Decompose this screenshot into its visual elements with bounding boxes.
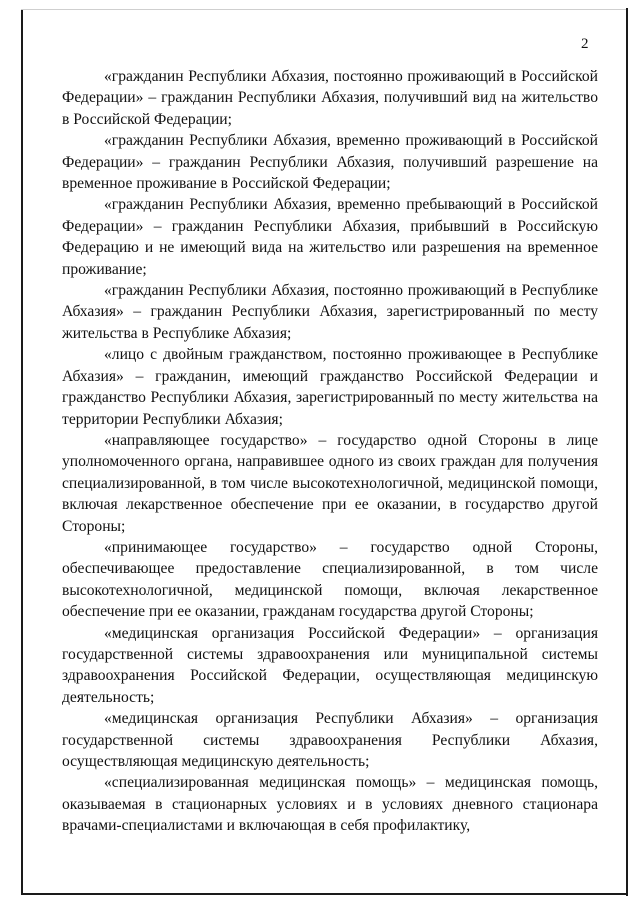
document-body [62, 66, 598, 837]
definition-paragraph: «медицинская организация Республики Абхазия» – организация государственной системы здравоохранения Республики Абхазия, осуществляющая медицинскую деятельность; [62, 710, 598, 770]
definition-paragraph: «гражданин Республики Абхазия, временно проживающий в Российской Федерации» – гражданин Республики Абхазия, получивший разрешение на временное проживание в Российской Федерации; [62, 132, 598, 193]
definition-paragraph: «гражданин Республики Абхазия, временно пребывающий в Российской Федерации» – гражданин Республики Абхазия, прибывший в Российскую Федерацию и не имеющий вида на жительство или разрешения на временное проживание; [62, 196, 598, 278]
definition-paragraph: «гражданин Республики Абхазия, постоянно проживающий в Республике Абхазия» – гражданин Республики Абхазия, зарегистрированный по месту жительства в Республике Абхазия; [62, 282, 598, 342]
definition-paragraph: «направляющее государство» – государство одной Стороны в лице уполномоченного органа, направившее одного из своих граждан для получения специализированной, в том числе высокотехнологичной, медицинской помощи, включая лекарственное обеспечение при ее оказании, в государство другой Стороны; [62, 431, 598, 535]
scan-border-right [626, 8, 628, 896]
definition-paragraph: «специализированная медицинская помощь» – медицинская помощь, оказываемая в стационарных условиях и в условиях дневного стационара врачами-специалистами и включающая в себя профилактику, [62, 774, 598, 835]
scan-border-top [21, 9, 628, 10]
definition-paragraph: «медицинская организация Российской Федерации» – организация государственной системы здравоохранения или муниципальной системы здравоохранения Российской Федерации, осуществляющая медицинскую деятельность; [62, 624, 598, 706]
page-number: 2 [581, 36, 589, 52]
definition-paragraph: «лицо с двойным гражданством, постоянно проживающее в Республике Абхазия» – гражданин, имеющий гражданство Российской Федерации и гражданство Республики Абхазия, зарегистрированный по месту жительства на территории Республики Абхазия; [62, 346, 598, 428]
scan-border-left [21, 10, 23, 895]
definition-paragraph: «гражданин Республики Абхазия, постоянно проживающий в Российской Федерации» – гражданин Республики Абхазия, получивший вид на жительство в Российской Федерации; [62, 68, 598, 128]
scan-border-bottom [21, 893, 628, 895]
definition-paragraph: «принимающее государство» – государство одной Стороны, обеспечивающее предоставление специализированной, в том числе высокотехнологичной, медицинской помощи, включая лекарственное обеспечение при ее оказании, гражданам государства другой Стороны; [62, 538, 598, 621]
